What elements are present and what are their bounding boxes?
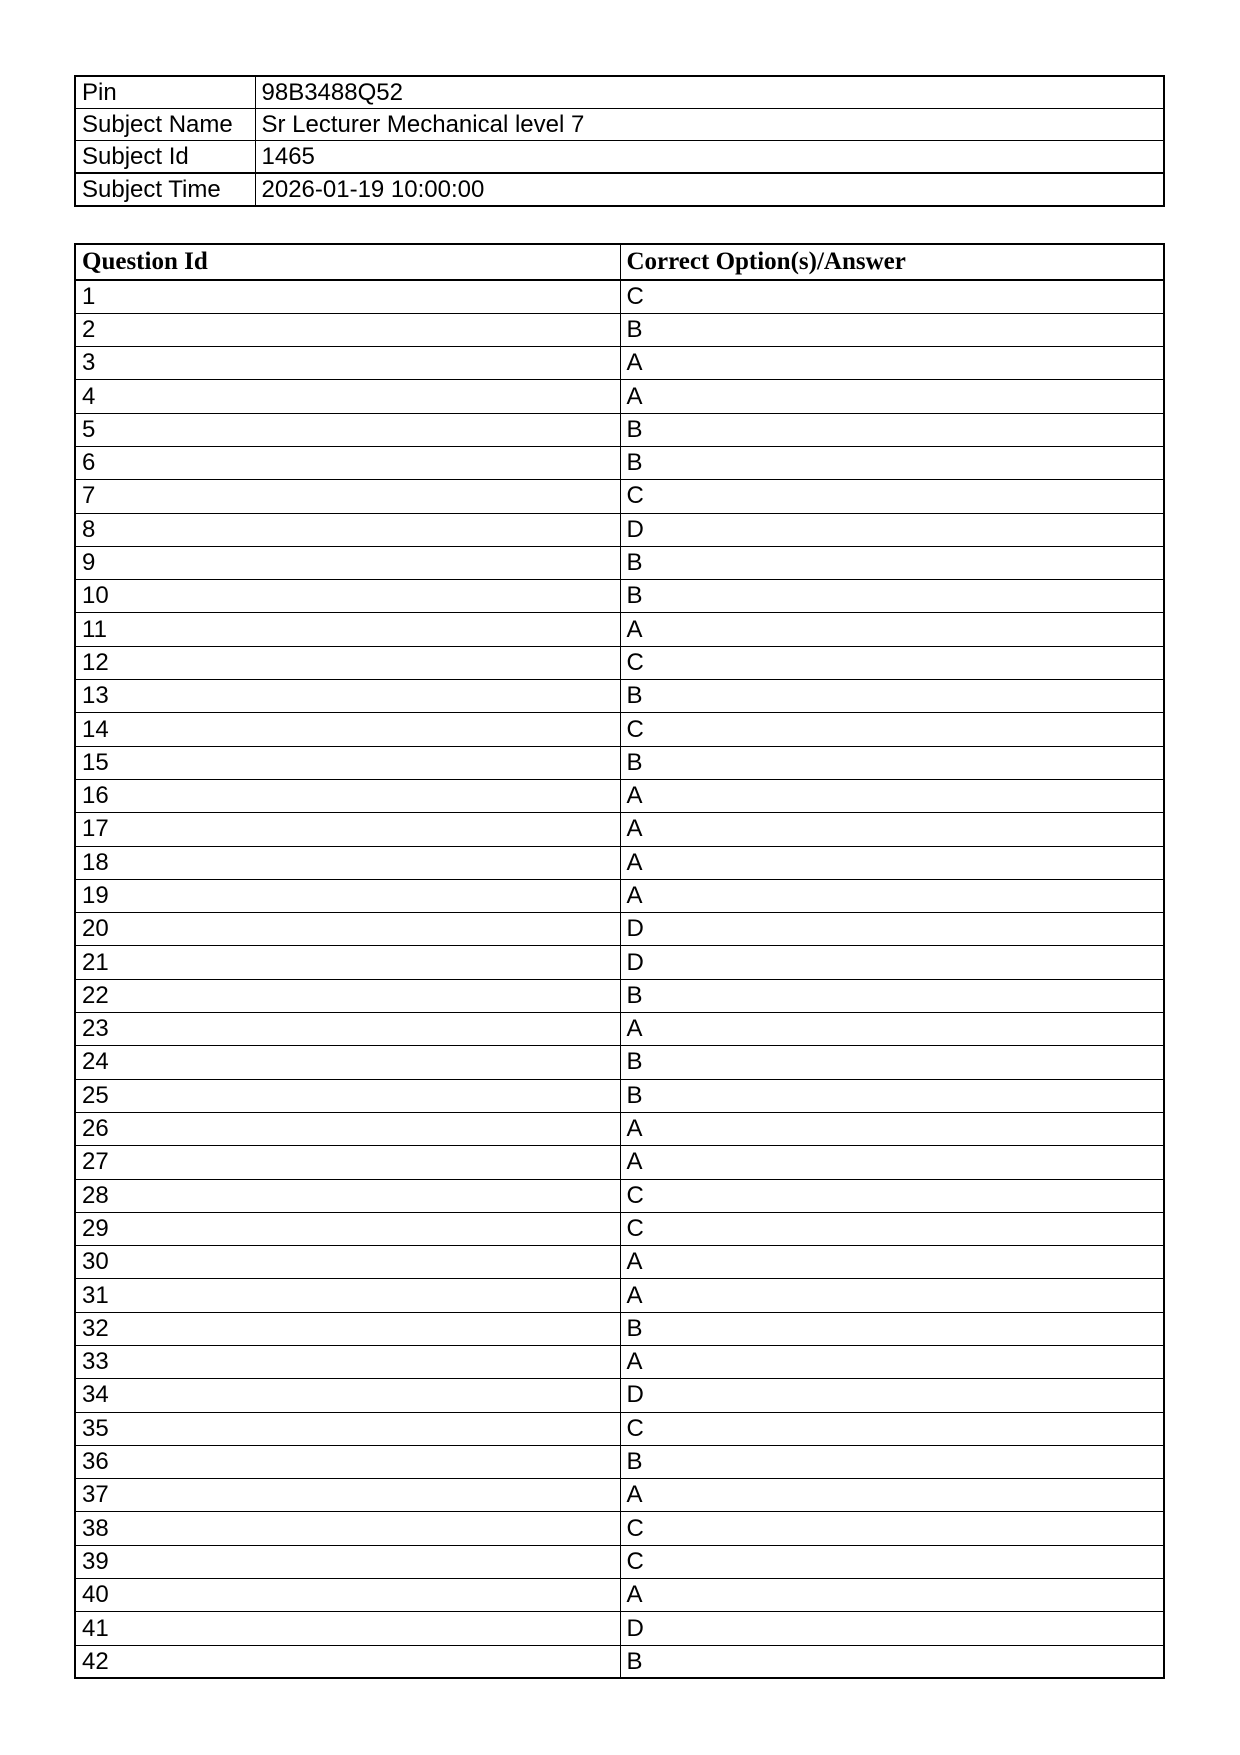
question-id-cell: 26 <box>75 1112 620 1145</box>
question-id-cell: 1 <box>75 280 620 313</box>
table-row <box>75 846 1164 879</box>
question-id-cell: 32 <box>75 1312 620 1345</box>
question-id-cell: 15 <box>75 746 620 779</box>
question-id-cell: 37 <box>75 1479 620 1512</box>
table-row <box>75 1412 1164 1445</box>
answer-cell: A <box>620 380 1164 413</box>
answer-cell: A <box>620 1346 1164 1379</box>
question-id-cell: 38 <box>75 1512 620 1545</box>
answer-cell: B <box>620 1445 1164 1478</box>
answer-header: Correct Option(s)/Answer <box>620 244 1164 280</box>
answer-cell: A <box>620 1279 1164 1312</box>
question-id-cell: 21 <box>75 946 620 979</box>
info-value-cell: 98B3488Q52 <box>255 76 1164 109</box>
table-row <box>75 779 1164 812</box>
answer-cell: A <box>620 347 1164 380</box>
info-value-cell: Sr Lecturer Mechanical level 7 <box>255 109 1164 141</box>
question-id-cell: 3 <box>75 347 620 380</box>
answer-cell: A <box>620 1579 1164 1612</box>
question-id-cell: 29 <box>75 1212 620 1245</box>
answer-cell: A <box>620 1146 1164 1179</box>
table-row <box>75 446 1164 479</box>
table-row <box>75 313 1164 346</box>
question-id-cell: 27 <box>75 1146 620 1179</box>
answer-cell: D <box>620 946 1164 979</box>
question-id-cell: 10 <box>75 580 620 613</box>
table-row <box>75 1312 1164 1345</box>
table-row <box>75 1645 1164 1678</box>
answer-cell: D <box>620 1379 1164 1412</box>
question-id-header: Question Id <box>75 244 620 280</box>
answer-table-header-row <box>75 244 1164 280</box>
question-id-cell: 40 <box>75 1579 620 1612</box>
table-row <box>75 1079 1164 1112</box>
answer-cell: C <box>620 646 1164 679</box>
table-row <box>75 713 1164 746</box>
info-row <box>75 141 1164 174</box>
table-row <box>75 1479 1164 1512</box>
question-id-cell: 6 <box>75 446 620 479</box>
table-row <box>75 280 1164 313</box>
table-row <box>75 1379 1164 1412</box>
answer-cell: A <box>620 1246 1164 1279</box>
answer-cell: C <box>620 480 1164 513</box>
question-id-cell: 35 <box>75 1412 620 1445</box>
answer-cell: B <box>620 1079 1164 1112</box>
question-id-cell: 5 <box>75 413 620 446</box>
question-id-cell: 33 <box>75 1346 620 1379</box>
answer-cell: B <box>620 313 1164 346</box>
info-value-cell: 2026-01-19 10:00:00 <box>255 173 1164 206</box>
table-row <box>75 1112 1164 1145</box>
answer-cell: A <box>620 813 1164 846</box>
question-id-cell: 14 <box>75 713 620 746</box>
table-row <box>75 1512 1164 1545</box>
question-id-cell: 42 <box>75 1645 620 1678</box>
answer-cell: A <box>620 1112 1164 1145</box>
info-value-cell: 1465 <box>255 141 1164 174</box>
answer-cell: A <box>620 779 1164 812</box>
table-row <box>75 646 1164 679</box>
table-row <box>75 879 1164 912</box>
question-id-cell: 25 <box>75 1079 620 1112</box>
answer-cell: B <box>620 546 1164 579</box>
table-row <box>75 1545 1164 1578</box>
answer-cell: B <box>620 1645 1164 1678</box>
question-id-cell: 41 <box>75 1612 620 1645</box>
answer-cell: C <box>620 713 1164 746</box>
answer-cell: C <box>620 1512 1164 1545</box>
question-id-cell: 39 <box>75 1545 620 1578</box>
table-row <box>75 613 1164 646</box>
table-row <box>75 546 1164 579</box>
question-id-cell: 16 <box>75 779 620 812</box>
table-row <box>75 380 1164 413</box>
answer-cell: C <box>620 1545 1164 1578</box>
question-id-cell: 28 <box>75 1179 620 1212</box>
answer-cell: B <box>620 1312 1164 1345</box>
question-id-cell: 22 <box>75 979 620 1012</box>
table-row <box>75 746 1164 779</box>
info-row <box>75 76 1164 109</box>
answer-cell: A <box>620 613 1164 646</box>
info-label-cell: Pin <box>75 76 255 109</box>
info-row <box>75 173 1164 206</box>
answer-cell: B <box>620 413 1164 446</box>
table-row <box>75 1013 1164 1046</box>
answer-cell: B <box>620 446 1164 479</box>
answer-cell: B <box>620 680 1164 713</box>
question-id-cell: 4 <box>75 380 620 413</box>
question-id-cell: 7 <box>75 480 620 513</box>
answer-cell: D <box>620 513 1164 546</box>
question-id-cell: 17 <box>75 813 620 846</box>
answer-cell: B <box>620 580 1164 613</box>
table-row <box>75 1212 1164 1245</box>
answer-cell: D <box>620 1612 1164 1645</box>
answer-cell: C <box>620 1212 1164 1245</box>
question-id-cell: 30 <box>75 1246 620 1279</box>
table-row <box>75 1445 1164 1478</box>
answer-cell: A <box>620 846 1164 879</box>
table-row <box>75 1579 1164 1612</box>
table-row <box>75 513 1164 546</box>
question-id-cell: 23 <box>75 1013 620 1046</box>
question-id-cell: 36 <box>75 1445 620 1478</box>
answer-cell: C <box>620 280 1164 313</box>
answer-cell: C <box>620 1179 1164 1212</box>
table-row <box>75 813 1164 846</box>
info-label-cell: Subject Id <box>75 141 255 174</box>
table-row <box>75 1612 1164 1645</box>
question-id-cell: 18 <box>75 846 620 879</box>
table-row <box>75 1179 1164 1212</box>
question-id-cell: 13 <box>75 680 620 713</box>
answer-cell: A <box>620 879 1164 912</box>
info-label-cell: Subject Name <box>75 109 255 141</box>
table-row <box>75 946 1164 979</box>
answer-table <box>74 243 1165 1679</box>
table-row <box>75 480 1164 513</box>
question-id-cell: 11 <box>75 613 620 646</box>
question-id-cell: 12 <box>75 646 620 679</box>
table-row <box>75 1346 1164 1379</box>
info-table-body <box>75 76 1164 206</box>
question-id-cell: 8 <box>75 513 620 546</box>
answer-cell: A <box>620 1479 1164 1512</box>
table-row <box>75 580 1164 613</box>
table-row <box>75 913 1164 946</box>
question-id-cell: 34 <box>75 1379 620 1412</box>
table-row <box>75 680 1164 713</box>
table-row <box>75 979 1164 1012</box>
answer-cell: B <box>620 979 1164 1012</box>
table-row <box>75 1046 1164 1079</box>
table-row <box>75 413 1164 446</box>
question-id-cell: 31 <box>75 1279 620 1312</box>
info-label-cell: Subject Time <box>75 173 255 206</box>
question-id-cell: 24 <box>75 1046 620 1079</box>
info-row <box>75 109 1164 141</box>
info-table <box>74 75 1165 207</box>
question-id-cell: 20 <box>75 913 620 946</box>
table-row <box>75 347 1164 380</box>
answer-cell: A <box>620 1013 1164 1046</box>
table-row <box>75 1246 1164 1279</box>
table-row <box>75 1146 1164 1179</box>
question-id-cell: 9 <box>75 546 620 579</box>
answer-table-body <box>75 280 1164 1678</box>
answer-cell: D <box>620 913 1164 946</box>
table-row <box>75 1279 1164 1312</box>
question-id-cell: 2 <box>75 313 620 346</box>
answer-cell: C <box>620 1412 1164 1445</box>
question-id-cell: 19 <box>75 879 620 912</box>
answer-cell: B <box>620 1046 1164 1079</box>
answer-cell: B <box>620 746 1164 779</box>
